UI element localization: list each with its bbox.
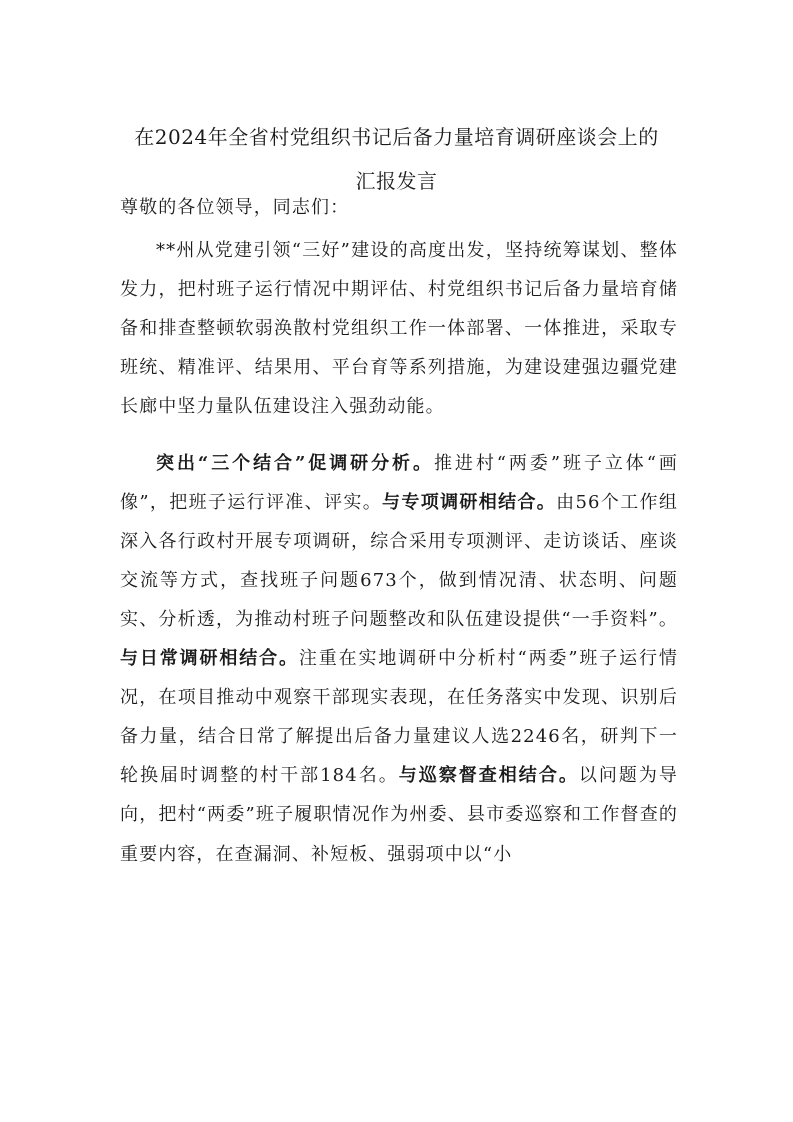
point-1-text: 由56个工作组深入各行政村开展专项调研，综合采用专项测评、走访谈话、座谈交流等方式，查找班子问题673个，做到情况清、状态明、问题实、分析透，为推动村班子问题整改和队伍建设提供“一手资料”。 — [120, 491, 678, 630]
point-1-heading: 与专项调研相结合。 — [382, 491, 557, 513]
section-heading: 突出“三个结合”促调研分析。 — [156, 452, 434, 474]
paragraph-2 — [120, 444, 678, 874]
document-body — [120, 188, 678, 874]
paragraph-1: **州从党建引领“三好”建设的高度出发，坚持统筹谋划、整体发力，把村班子运行情况中期评估、村党组织书记后备力量培育储备和排查整顿软弱涣散村党组织工作一体部署、一体推进，采取专班统、精准评、结果用、平台育等系列措施，为建设建强边疆党建长廊中坚力量队伍建设注入强劲动能。 — [120, 240, 678, 418]
document-title-line-1: 在2024年全省村党组织书记后备力量培育调研座谈会上的 — [134, 125, 659, 149]
point-2-text: 注重在实地调研中分析村“两委”班子运行情况，在项目推动中观察干部现实表现，在任务落实中发现、识别后备力量，结合日常了解提出后备力量建议人选2246名，研判下一轮换届时调整的村干部184名。 — [120, 648, 678, 787]
section-intro: 推进村“两委”班子立体“画像”，把班子运行评准、评实。 — [120, 452, 679, 513]
document-title-line-2: 汇报发言 — [355, 169, 438, 193]
salutation: 尊敬的各位领导，同志们： — [120, 197, 350, 218]
point-3-heading: 与巡察督查相结合。 — [398, 765, 579, 787]
point-3-text: 以问题为导向，把村“两委”班子履职情况作为州委、县市委巡察和工作督查的重要内容，在查漏洞、补短板、强弱项中以“小 — [120, 765, 679, 865]
point-2-heading: 与日常调研相结合。 — [120, 648, 299, 670]
